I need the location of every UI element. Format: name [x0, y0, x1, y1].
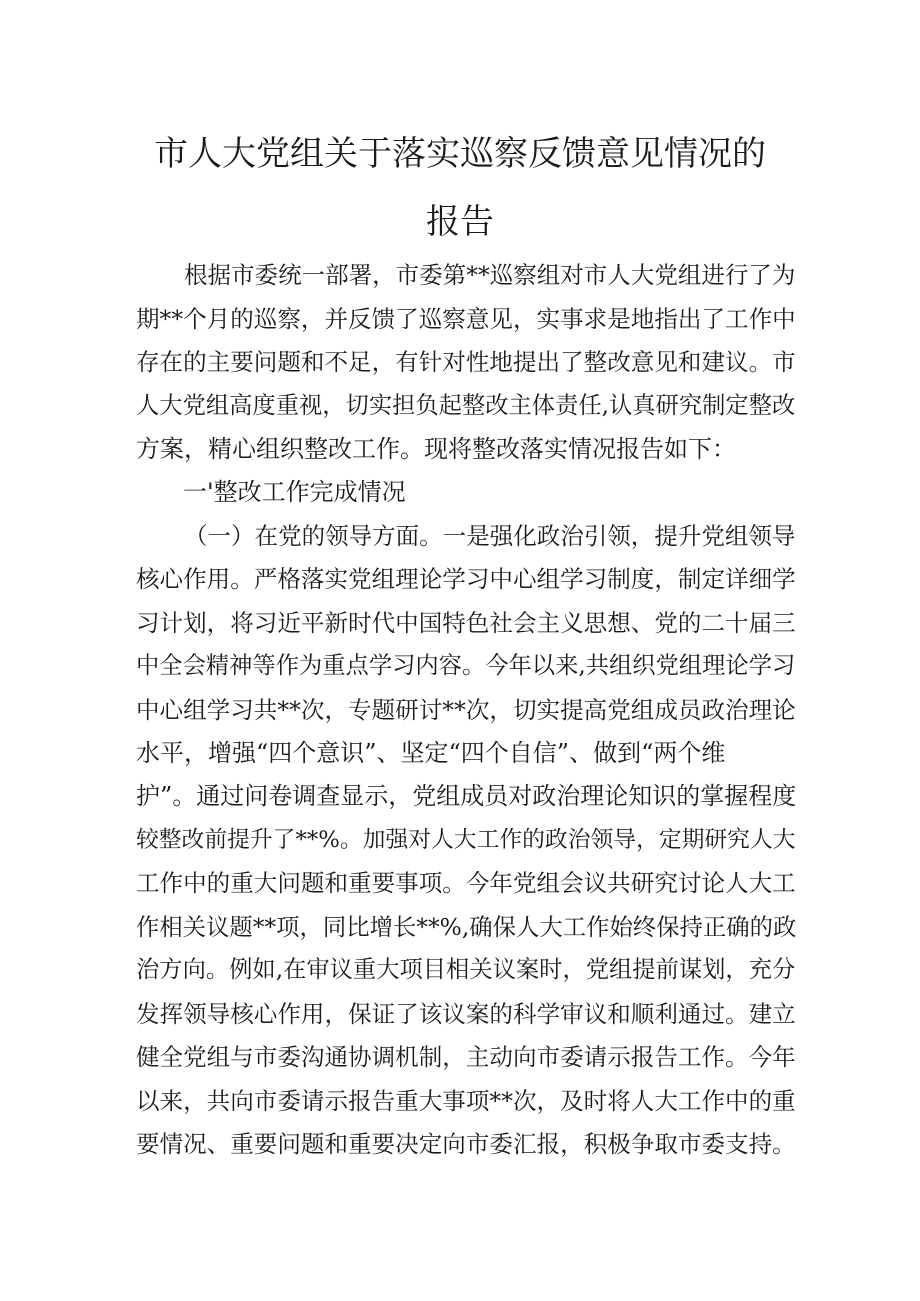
body-line: 水平，增强“四个意识”、坚定“四个自信”、做到“两个维 — [136, 739, 726, 767]
section-heading: 一'整改工作完成情况 — [183, 478, 406, 506]
body-line: 以来，共向市委请示报告重大事项**次，及时将人大工作中的重 — [136, 1087, 796, 1115]
intro-line: 存在的主要问题和不足，有针对性地提出了整改意见和建议。市 — [136, 348, 796, 376]
intro-line: 人大党组高度重视，切实担负起整改主体责任,认真研究制定整改 — [136, 392, 796, 419]
body-line: 作相关议题**项，同比增长**%,确保人大工作始终保持正确的政 — [136, 913, 797, 941]
intro-line: 期**个月的巡察，并反馈了巡察意见，实事求是地指出了工作中 — [136, 305, 796, 333]
body-line: 护”。通过问卷调查显示，党组成员对政治理论知识的掌握程度 — [136, 782, 797, 810]
body-line: 中心组学习共**次，专题研讨**次，切实提高党组成员政治理论 — [136, 696, 796, 724]
body-line: 习计划，将习近平新时代中国特色社会主义思想、党的二十届三 — [136, 609, 796, 637]
body-line: 中全会精神等作为重点学习内容。今年以来,共组织党组理论学习 — [136, 652, 796, 679]
body-line: （一）在党的领导方面。一是强化政治引领，提升党组领导 — [184, 522, 796, 550]
document-title-line-1: 市人大党组关于落实巡察反馈意见情况的 — [154, 134, 766, 174]
body-line: 较整改前提升了**%。加强对人大工作的政治领导，定期研究人大 — [136, 827, 796, 853]
body-line: 要情况、重要问题和重要决定向市委汇报，积极争取市委支持。 — [136, 1130, 796, 1158]
body-line: 发挥领导核心作用，保证了该议案的科学审议和顺利通过。建立 — [136, 1000, 796, 1028]
document-title-line-2: 报告 — [426, 202, 494, 242]
body-line: 治方向。例如,在审议重大项目相关议案时，党组提前谋划，充分 — [136, 956, 796, 983]
body-line: 健全党组与市委沟通协调机制，主动向市委请示报告工作。今年 — [136, 1043, 796, 1071]
intro-line: 根据市委统一部署，市委第**巡察组对市人大党组进行了为 — [184, 261, 796, 289]
body-line: 工作中的重大问题和重要事项。今年党组会议共研究讨论人大工 — [136, 869, 796, 897]
body-line: 核心作用。严格落实党组理论学习中心组学习制度，制定详细学 — [136, 565, 796, 593]
intro-line: 方案，精心组织整改工作。现将整改落实情况报告如下： — [136, 435, 736, 463]
